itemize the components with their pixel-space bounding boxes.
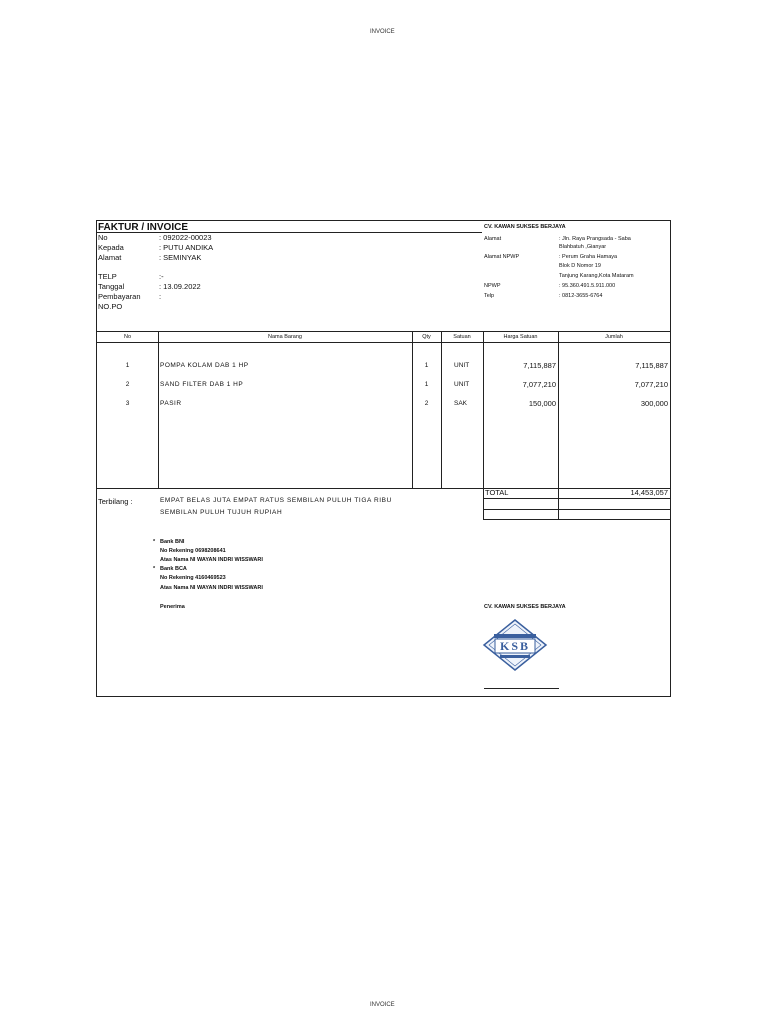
- invoice-title: FAKTUR / INVOICE: [98, 222, 189, 233]
- row-3-qty: 2: [424, 400, 429, 407]
- row-2-satuan: UNIT: [454, 381, 470, 388]
- bank-2-name: Bank BCA: [160, 566, 187, 572]
- customer-kepada-value: : PUTU ANDIKA: [159, 243, 214, 252]
- bank-2-bullet: *: [153, 566, 156, 572]
- title-underline: [97, 232, 482, 233]
- table-header-top-line: [97, 331, 670, 332]
- header-qty: Qty: [422, 334, 431, 340]
- bank-1-name: Bank BNI: [160, 539, 185, 545]
- terbilang-line-1: EMPAT BELAS JUTA EMPAT RATUS SEMBILAN PULUH TIGA RIBU: [160, 497, 392, 504]
- col-line-1: [158, 331, 159, 488]
- stamp-text: KSB: [499, 639, 531, 653]
- row-3-no: 3: [125, 400, 130, 407]
- customer-tanggal-label: Tanggal: [98, 282, 125, 291]
- bank-2-rekening: No Rekening 4160469523: [160, 575, 226, 581]
- table-header-bottom-line: [97, 342, 670, 343]
- row-3-jumlah: 300,000: [640, 399, 668, 408]
- company-npwp-address-line-3: Tanjung Karang,Kota Mataram: [559, 273, 634, 279]
- row-1-nama: POMPA KOLAM DAB 1 HP: [160, 362, 249, 369]
- customer-pembayaran-label: Pembayaran: [98, 292, 141, 301]
- penerima-label: Penerima: [160, 604, 185, 610]
- total-label: TOTAL: [485, 488, 509, 497]
- col-line-4: [483, 331, 484, 520]
- customer-alamat-value: : SEMINYAK: [159, 253, 202, 262]
- row-2-jumlah: 7,077,210: [634, 380, 668, 389]
- row-2-no: 2: [125, 381, 130, 388]
- customer-nopo-label: NO.PO: [98, 302, 123, 311]
- customer-alamat-label: Alamat: [98, 253, 122, 262]
- total-line-3: [483, 509, 670, 510]
- customer-no-value: : 092022-00023: [159, 233, 212, 242]
- signature-line: [484, 688, 559, 689]
- terbilang-line-2: SEMBILAN PULUH TUJUH RUPIAH: [160, 509, 283, 516]
- customer-telp-value: :-: [159, 272, 164, 281]
- page-header: INVOICE: [370, 29, 395, 35]
- terbilang-label: Terbilang :: [98, 497, 133, 506]
- table-body-bottom-line: [97, 488, 483, 489]
- bank-1-atas-nama: Atas Nama NI WAYAN INDRI WISSWARI: [160, 557, 263, 563]
- company-alamat-line-1: : Jln. Raya Prangsada - Saba: [559, 236, 631, 242]
- company-telp-value: : 0812-3655-6764: [559, 293, 603, 299]
- customer-pembayaran-value: :: [159, 292, 162, 301]
- col-line-3: [441, 331, 442, 488]
- row-3-satuan: SAK: [454, 400, 468, 407]
- header-nama-barang: Nama Barang: [268, 334, 302, 340]
- total-line-2: [483, 498, 670, 499]
- company-alamat-line-2: Blahbatuh ,Gianyar: [559, 244, 607, 250]
- row-3-harga: 150,000: [528, 399, 556, 408]
- company-npwp-value: : 95.360.491.5.911.000: [559, 283, 616, 289]
- total-line-4: [483, 519, 670, 520]
- company-alamat-label: Alamat: [484, 236, 502, 242]
- row-1-qty: 1: [424, 362, 429, 369]
- customer-tanggal-value: : 13.09.2022: [159, 282, 201, 291]
- company-npwp-address-label: Alamat NPWP: [484, 254, 520, 260]
- row-1-jumlah: 7,115,887: [635, 361, 668, 370]
- row-2-qty: 1: [424, 381, 429, 388]
- header-no: No: [123, 334, 132, 340]
- header-harga-satuan: Harga Satuan: [503, 334, 538, 340]
- company-stamp-logo: [482, 618, 548, 672]
- row-3-nama: PASIR: [160, 400, 182, 407]
- company-npwp-label: NPWP: [484, 283, 501, 289]
- customer-kepada-label: Kepada: [98, 243, 124, 252]
- company-name: CV. KAWAN SUKSES BERJAYA: [484, 224, 566, 230]
- row-1-no: 1: [125, 362, 130, 369]
- bank-1-rekening: No Rekening 0698208641: [160, 548, 226, 554]
- row-2-harga: 7,077,210: [522, 380, 556, 389]
- company-npwp-address-line-2: Blok D Nomor 19: [559, 263, 601, 269]
- row-1-satuan: UNIT: [454, 362, 470, 369]
- company-npwp-address-line-1: : Perum Graha Hamaya: [559, 254, 618, 260]
- customer-no-label: No: [98, 233, 108, 242]
- header-satuan: Satuan: [453, 334, 471, 340]
- header-jumlah: Jumlah: [605, 334, 623, 340]
- signature-company: CV. KAWAN SUKSES BERJAYA: [484, 604, 566, 610]
- page-footer: INVOICE: [370, 1002, 395, 1008]
- customer-telp-label: TELP: [98, 272, 117, 281]
- row-2-nama: SAND FILTER DAB 1 HP: [160, 381, 244, 388]
- total-value: 14,453,057: [630, 488, 668, 497]
- bank-2-atas-nama: Atas Nama NI WAYAN INDRI WISSWARI: [160, 585, 263, 591]
- bank-1-bullet: *: [153, 539, 156, 545]
- row-1-harga: 7,115,887: [523, 361, 556, 370]
- company-telp-label: Telp: [484, 293, 495, 299]
- col-line-2: [412, 331, 413, 488]
- invoice-box: [96, 220, 671, 697]
